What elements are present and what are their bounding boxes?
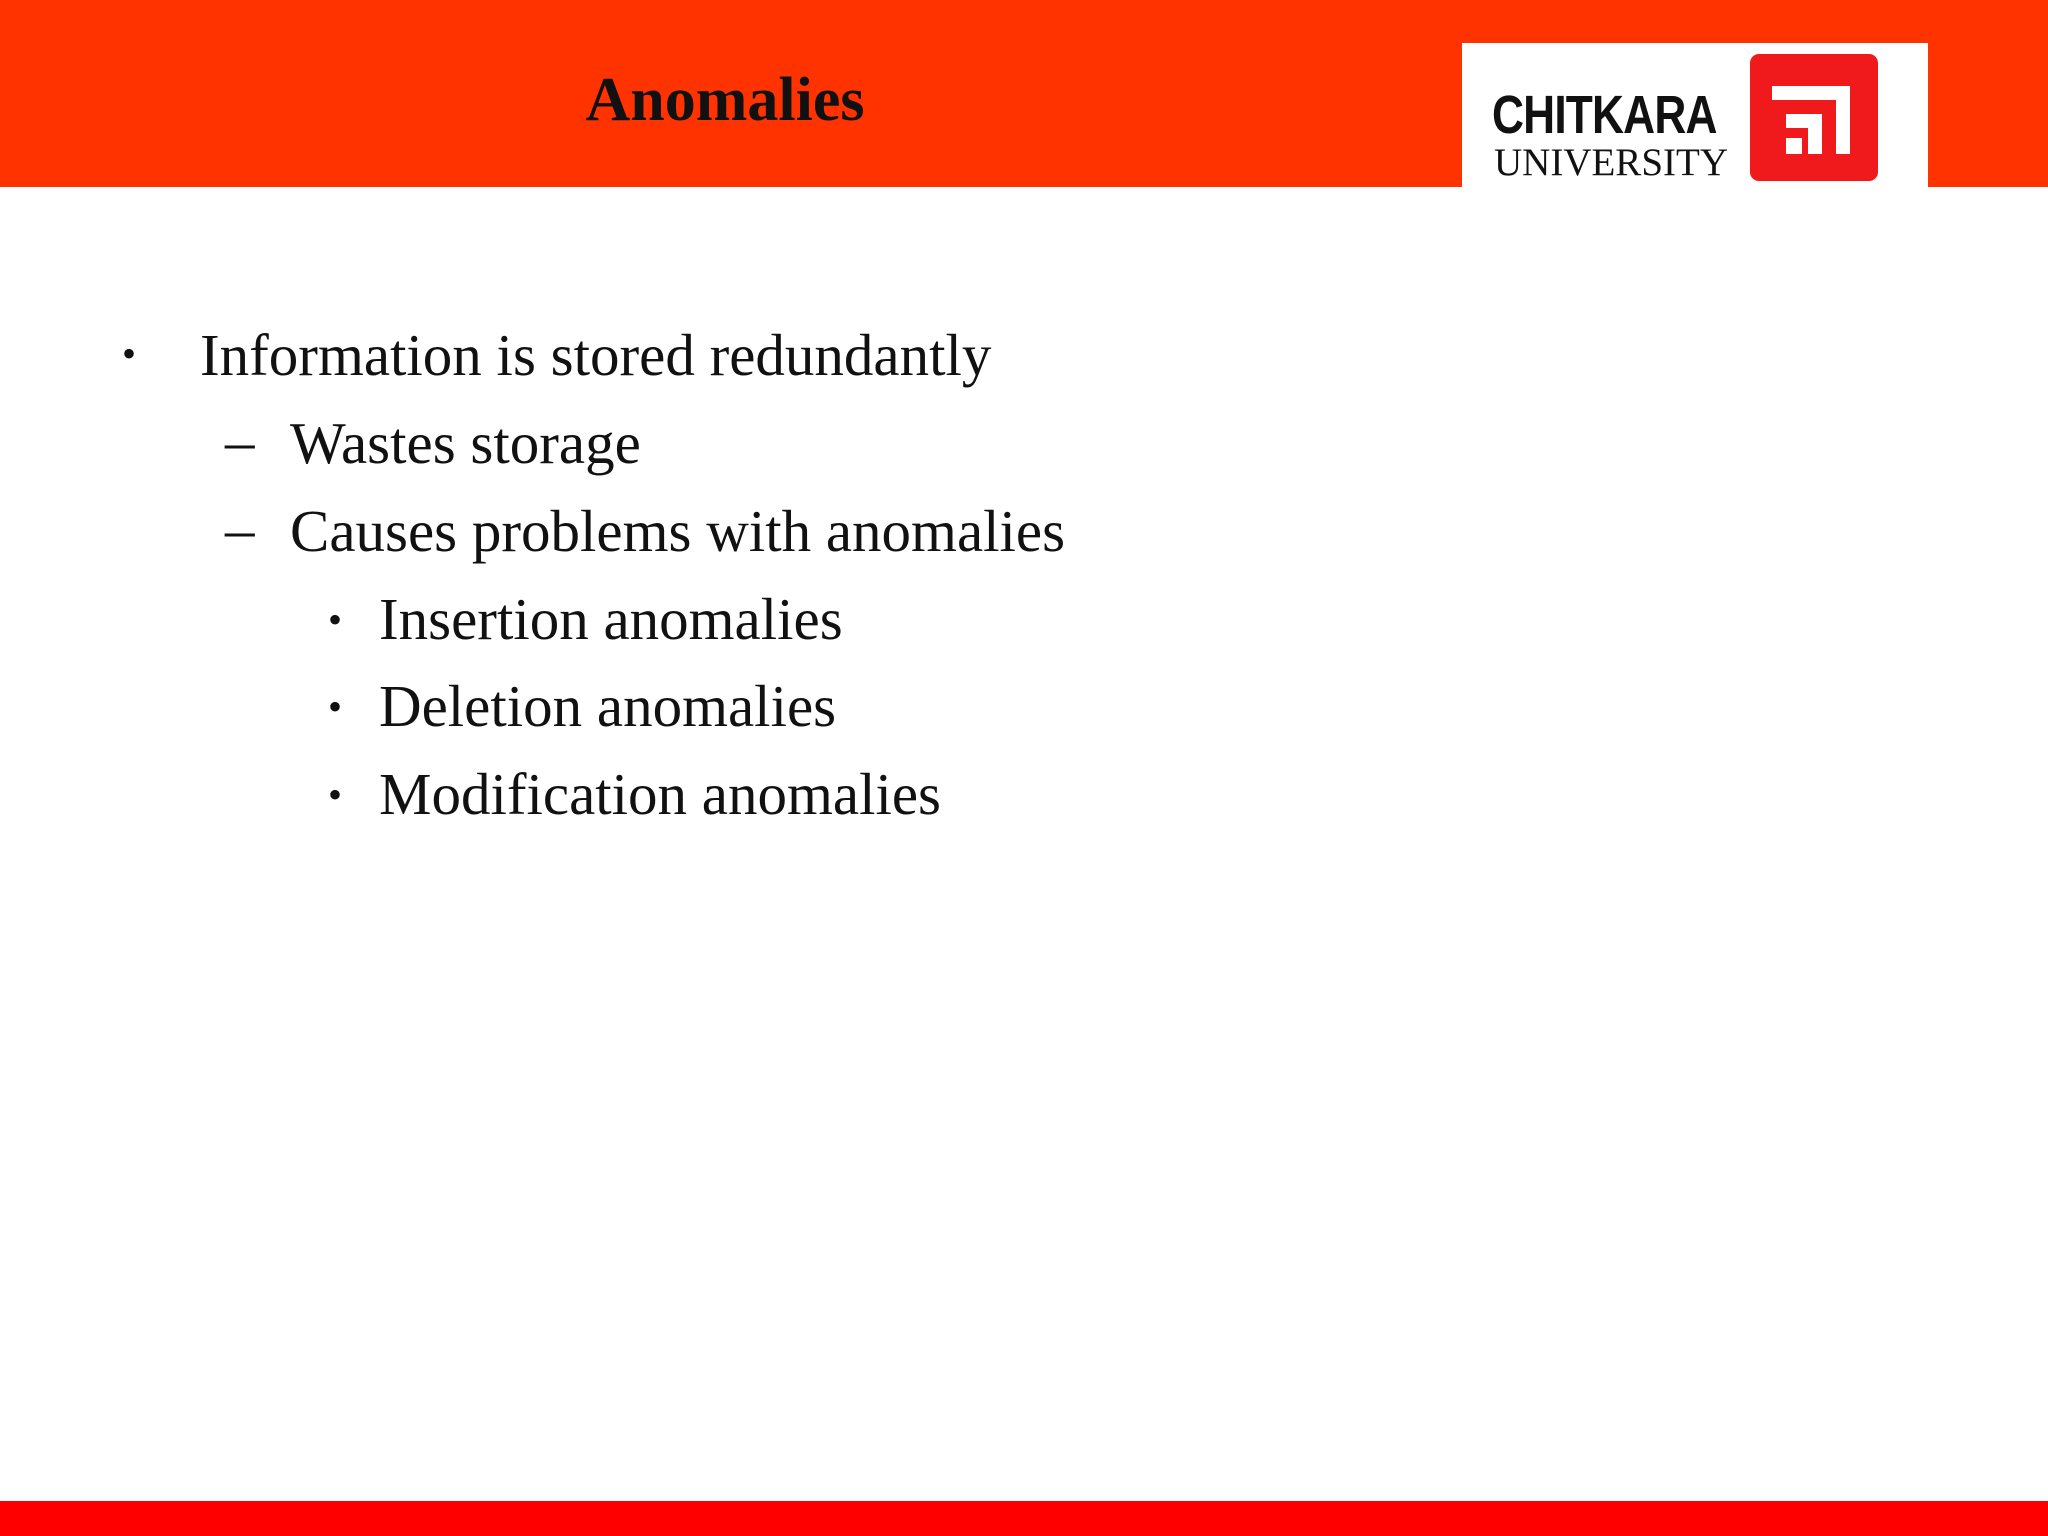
bullet-marker: •	[328, 684, 343, 729]
bullet-item-level-1: Information is stored redundantly	[200, 322, 992, 388]
bullet-item-level-2: Wastes storage	[290, 410, 641, 476]
dash-marker: –	[225, 408, 255, 474]
slide-title: Anomalies	[585, 66, 865, 134]
bullet-item-level-3: Insertion anomalies	[379, 586, 843, 652]
logo-subtitle: UNIVERSITY	[1494, 141, 1728, 184]
chitkara-logo-mark-icon	[1750, 54, 1878, 181]
bullet-marker: •	[328, 597, 343, 642]
bullet-marker: •	[122, 331, 137, 376]
bullet-item-level-3: Modification anomalies	[379, 761, 941, 827]
bullet-item-level-3: Deletion anomalies	[379, 673, 837, 739]
bullet-item-level-2: Causes problems with anomalies	[290, 498, 1066, 564]
university-logo	[1462, 43, 1928, 187]
logo-name: CHITKARA	[1492, 85, 1717, 145]
dash-marker: –	[225, 496, 255, 562]
footer-bar	[0, 1501, 2048, 1536]
bullet-marker: •	[328, 772, 343, 817]
